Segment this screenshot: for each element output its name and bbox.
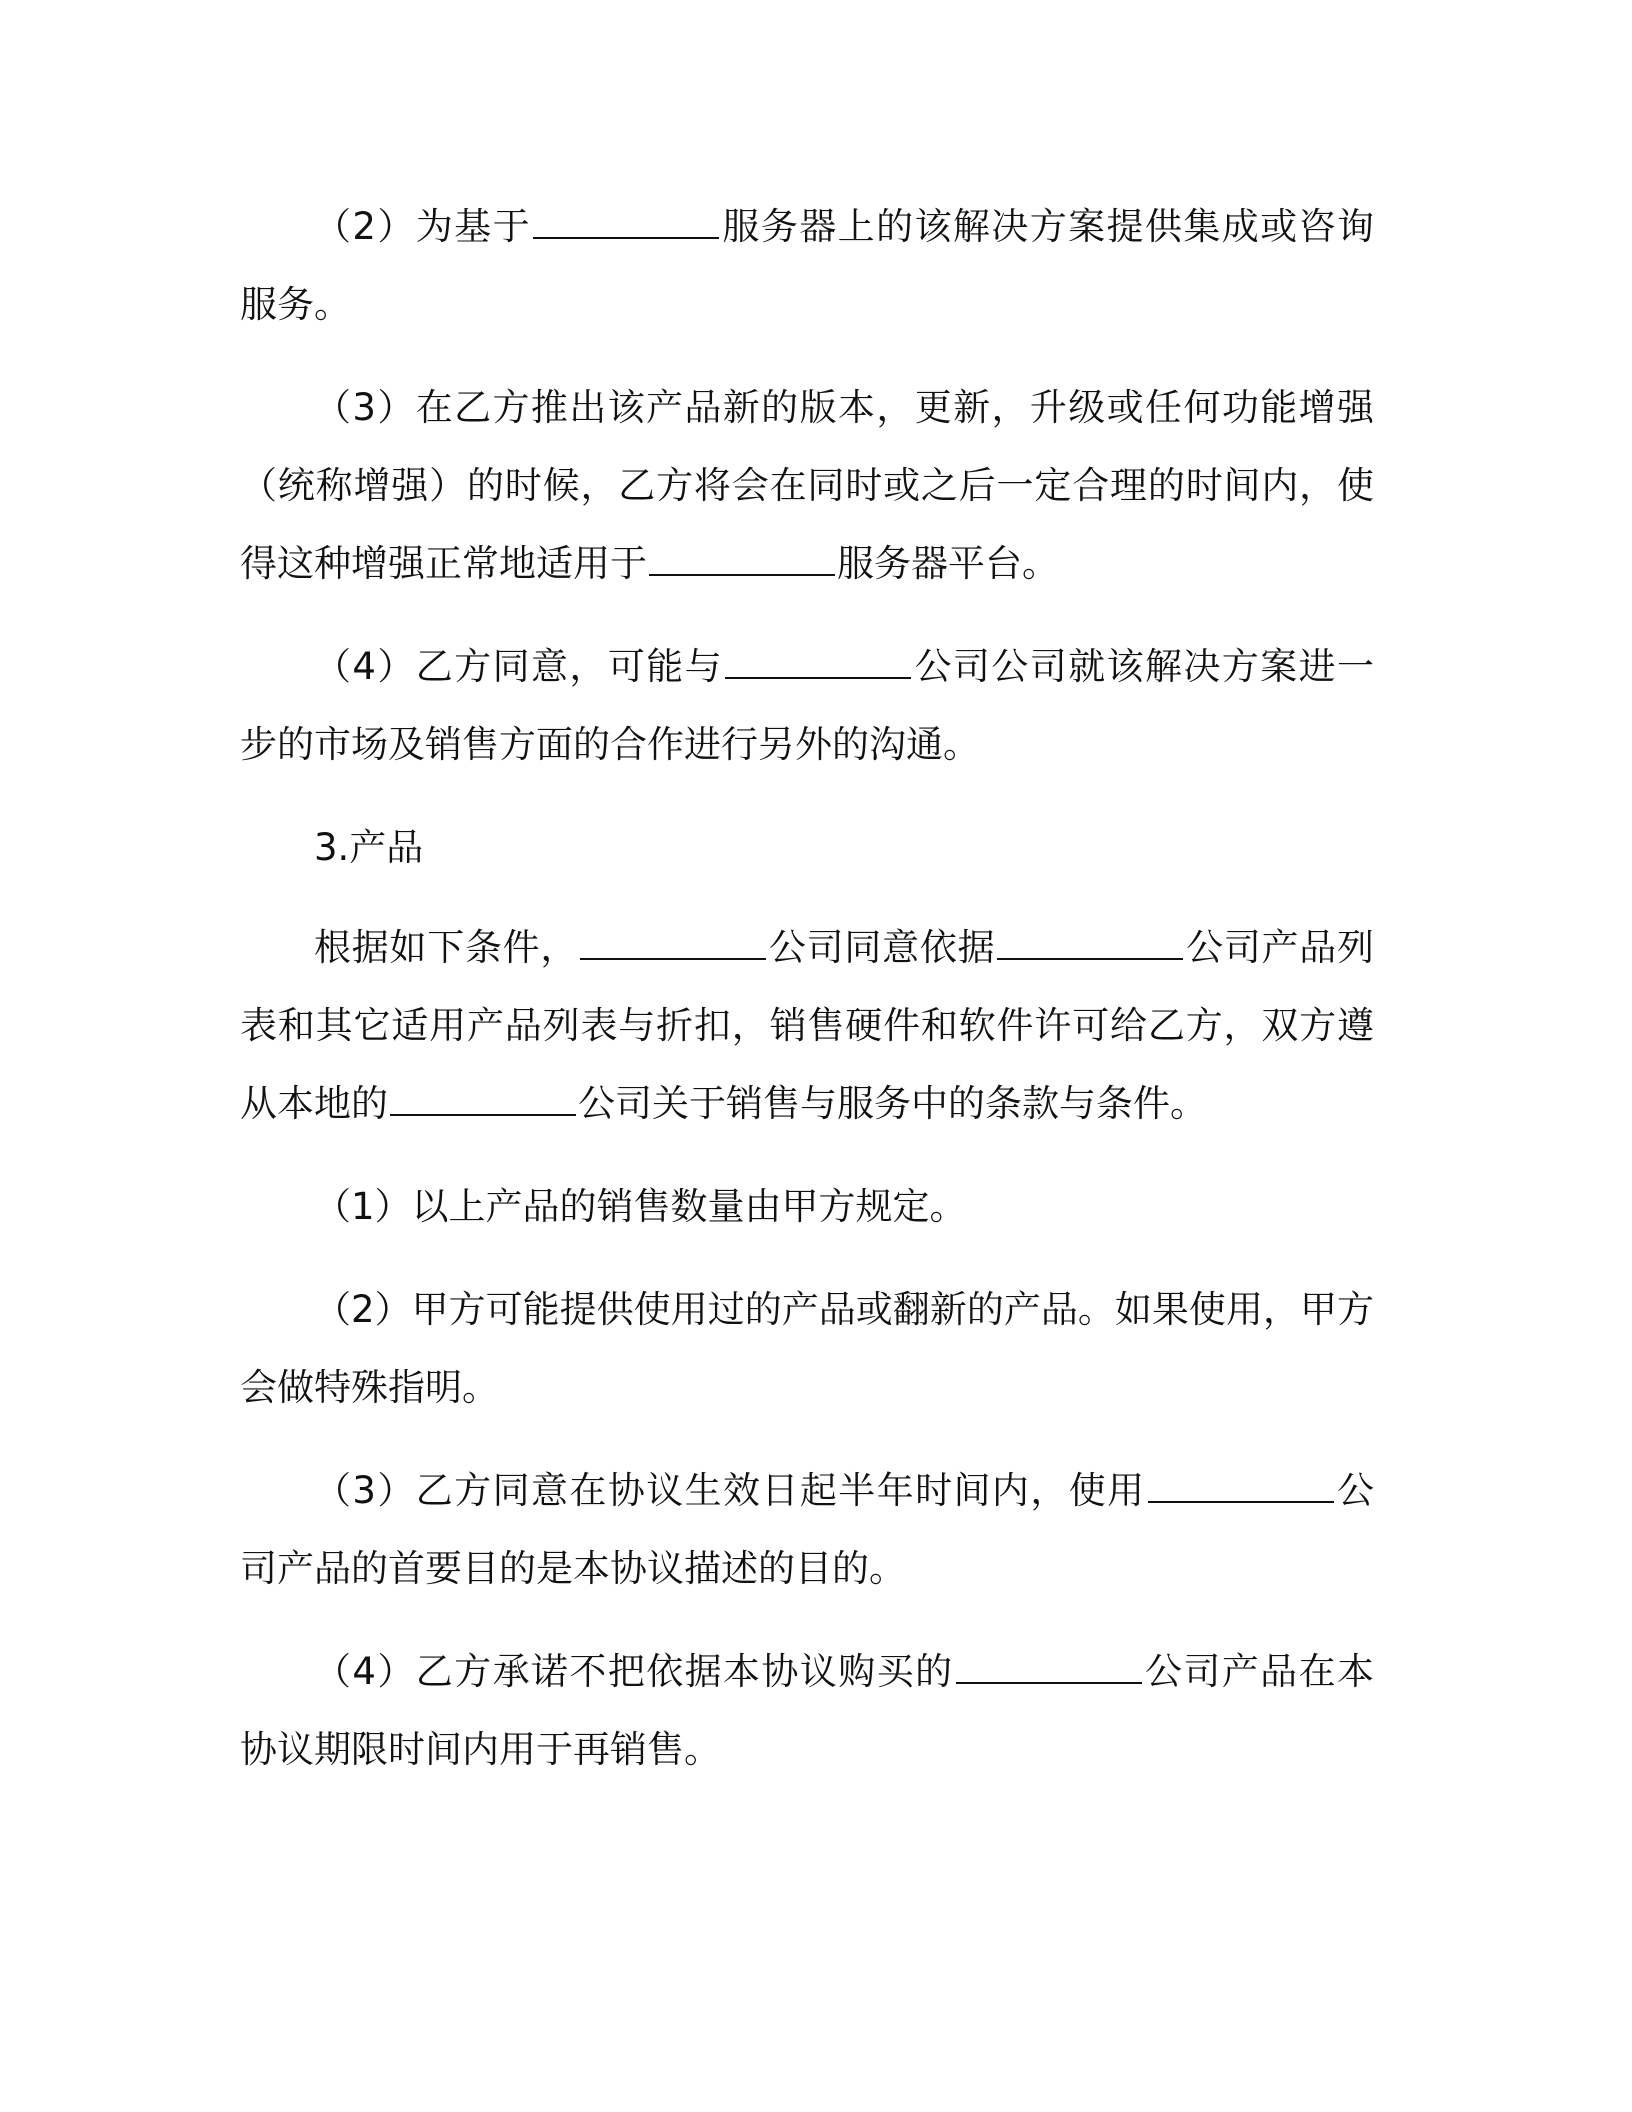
paragraph-text: （3）在乙方推出该产品新的版本，更新，升级或任何功能增强（统称增强）的时候，乙方将会在同时或之后一定合理的时间内，使得这种增强正常地适用于 (240, 386, 1374, 585)
paragraph-text: （3）乙方同意在协议生效日起半年时间内，使用 (314, 1469, 1146, 1512)
paragraph (240, 909, 1374, 1143)
paragraph-text: （4）乙方承诺不把依据本协议购买的 (314, 1650, 954, 1693)
paragraph (240, 1633, 1374, 1789)
fill-in-blank (649, 541, 835, 576)
paragraph-text: 公司产品列表和其它适用产品列表与折扣，销售硬件和软件许可给乙方，双方遵从本地的 (240, 926, 1375, 1125)
paragraph-text: 服务器上的该解决方案提供集成或咨询服务。 (240, 205, 1375, 326)
fill-in-blank (956, 1649, 1142, 1684)
paragraph-text: （2）甲方可能提供使用过的产品或翻新的产品。如果使用，甲方会做特殊指明。 (240, 1288, 1374, 1409)
fill-in-blank (580, 925, 766, 960)
paragraph (240, 1452, 1374, 1608)
paragraph-text: 服务器平台。 (837, 542, 1059, 585)
paragraph (240, 369, 1374, 603)
paragraph-text: 公司公司就该解决方案进一步的市场及销售方面的合作进行另外的沟通。 (240, 645, 1374, 766)
fill-in-blank (725, 644, 911, 679)
fill-in-blank (997, 925, 1183, 960)
paragraph-text: 公司同意依据 (768, 926, 996, 969)
paragraph-text: 根据如下条件， (314, 926, 579, 969)
paragraph-text: 3.产品 (314, 826, 424, 869)
paragraph-text: （1）以上产品的销售数量由甲方规定。 (314, 1185, 967, 1228)
paragraph (240, 1271, 1374, 1427)
document-body (240, 188, 1374, 1814)
section-heading (240, 809, 1374, 887)
fill-in-blank (533, 204, 719, 239)
paragraph-text: （4）乙方同意，可能与 (314, 645, 724, 688)
paragraph-text: （2）为基于 (314, 205, 532, 248)
paragraph (240, 628, 1374, 784)
fill-in-blank (1148, 1468, 1334, 1503)
fill-in-blank (390, 1081, 576, 1116)
paragraph-text: 公司关于销售与服务中的条款与条件。 (578, 1082, 1207, 1125)
paragraph (240, 188, 1374, 344)
paragraph (240, 1168, 1374, 1246)
paragraph-text: 公司产品在本协议期限时间内用于再销售。 (240, 1650, 1374, 1771)
paragraph-text: 公司产品的首要目的是本协议描述的目的。 (240, 1469, 1375, 1590)
